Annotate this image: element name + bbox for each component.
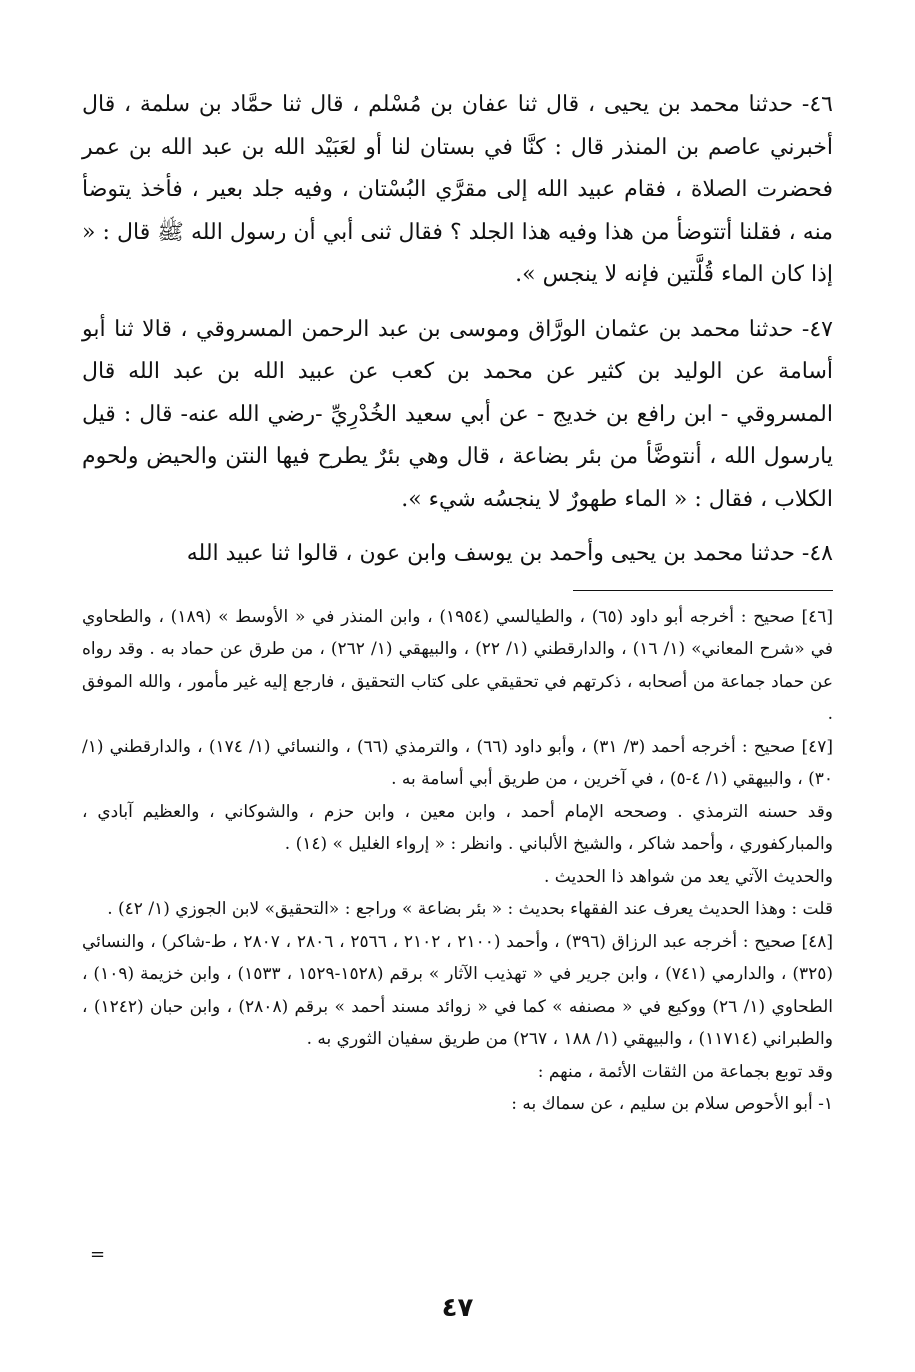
footnote-47: [٤٧] صحيح : أخرجه أحمد (٣/ ٣١) ، وأبو داود (٦٦) ، والترمذي (٦٦) ، والنسائي (١/ ١٧٤) ، والدارقطني (١/ ٣٠) ، والبيهقي (١/ ٤-٥) ، في آخرين ، من طريق أبي أسامة به .: [82, 736, 834, 789]
footnotes: [82, 601, 833, 1121]
hadith-48: ٤٨- حدثنا محمد بن يحيى وأحمد بن يوسف وابن عون ، قالوا ثنا عبيد الله: [186, 541, 833, 566]
footnote-separator: [573, 590, 833, 591]
page: [82, 84, 833, 1121]
hadith-46: ٤٦- حدثنا محمد بن يحيى ، قال ثنا عفان بن مُسْلم ، قال ثنا حمَّاد بن سلمة ، قال أخبرني عاصم بن المنذر قال : كنَّا في بستان لنا أو لعَبَيْد الله بن عبد الله بن عمر فحضرت الصلاة ، فقام عبيد الله إلى مقرَّي البُسْتان ، وفيه جلد بعير ، فأخذ يتوضأ منه ، فقلنا أتتوضأ من هذا وفيه هذا الجلد ؟ فقال ثنى أبي أن رسول الله ﷺ قال : « إذا كان الماء قُلَّتين فإنه لا ينجس ».: [82, 92, 833, 287]
footnote-46: [٤٦] صحيح : أخرجه أبو داود (٦٥) ، والطيالسي (١٩٥٤) ، وابن المنذر في « الأوسط » (١٨٩) ، والطحاوي في «شرح المعاني» (١/ ١٦) ، والدارقطني (١/ ٢٢) ، والبيهقي (١/ ٢٦٢) ، من طرق عن حماد به . وقد رواه عن حماد جماعة من أصحابه ، ذكرتهم في تحقيقي على كتاب التحقيق ، فارجع إليه غير مأمور ، والله الموفق .: [82, 606, 833, 724]
hadith-47: ٤٧- حدثنا محمد بن عثمان الورَّاق وموسى بن عبد الرحمن المسروقي ، قالا ثنا أبو أسامة عن الوليد بن كثير عن محمد بن كعب عن عبيد الله بن عبد الله قال المسروقي - ابن رافع بن خديج - عن أبي سعيد الخُدْرِيِّ -رضي الله عنه- قال : قيل يارسول الله ، أنتوضَّأ من بئر بضاعة ، قال وهي بئرٌ يطرح فيها النتن والحيض ولحوم الكلاب ، فقال : « الماء طهورٌ لا ينجسُه شيء ».: [82, 316, 833, 512]
page-number: ٤٧: [441, 1293, 474, 1323]
footnote-48: [٤٨] صحيح : أخرجه عبد الرزاق (٣٩٦) ، وأحمد (٢١٠٠ ، ٢١٠٢ ، ٢٥٦٦ ، ٢٨٠٦ ، ٢٨٠٧ ، ط-شاكر) ، والنسائي (٣٢٥) ، والدارمي (٧٤١) ، وابن جرير في « تهذيب الآثار » برقم (١٥٢٨-١٥٢٩ ، ١٥٣٣) ، وابن خزيمة (١٠٩) ، الطحاوي (١/ ٢٦) ووكيع في « مصنفه » كما في « زوائد مسند أحمد » برقم (٢٨٠٨) ، وابن حبان (١٢٤٢) ، والطبراني (١١٧١٤) ، والبيهقي (١/ ١٨٨ ، ٢٦٧) من طريق سفيان الثوري به .: [82, 931, 834, 1049]
footnote-47-continued: وقد حسنه الترمذي . وصححه الإمام أحمد ، وابن معين ، وابن حزم ، والشوكاني ، والعظيم آبادي ، والمباركفوري ، وأحمد شاكر ، والشيخ الألباني . وانظر : « إرواء الغليل » (١٤) .: [82, 801, 833, 854]
main-text: [82, 84, 833, 576]
footnote-48-continued: وقد توبع بجماعة من الثقات الأئمة ، منهم :: [537, 1061, 833, 1082]
footnote-separator-wrap: [82, 576, 833, 601]
footnote-remark: قلت : وهذا الحديث يعرف عند الفقهاء بحديث : « بئر بضاعة » وراجع : «التحقيق» لابن الجوزي (١/ ٤٢) .: [107, 899, 833, 919]
continuation-mark: =: [90, 1244, 106, 1265]
footnote-47-note: والحديث الآتي يعد من شواهد ذا الحديث .: [543, 866, 833, 887]
footnote-48-item-1: ١- أبو الأحوص سلام بن سليم ، عن سماك به :: [511, 1094, 833, 1114]
